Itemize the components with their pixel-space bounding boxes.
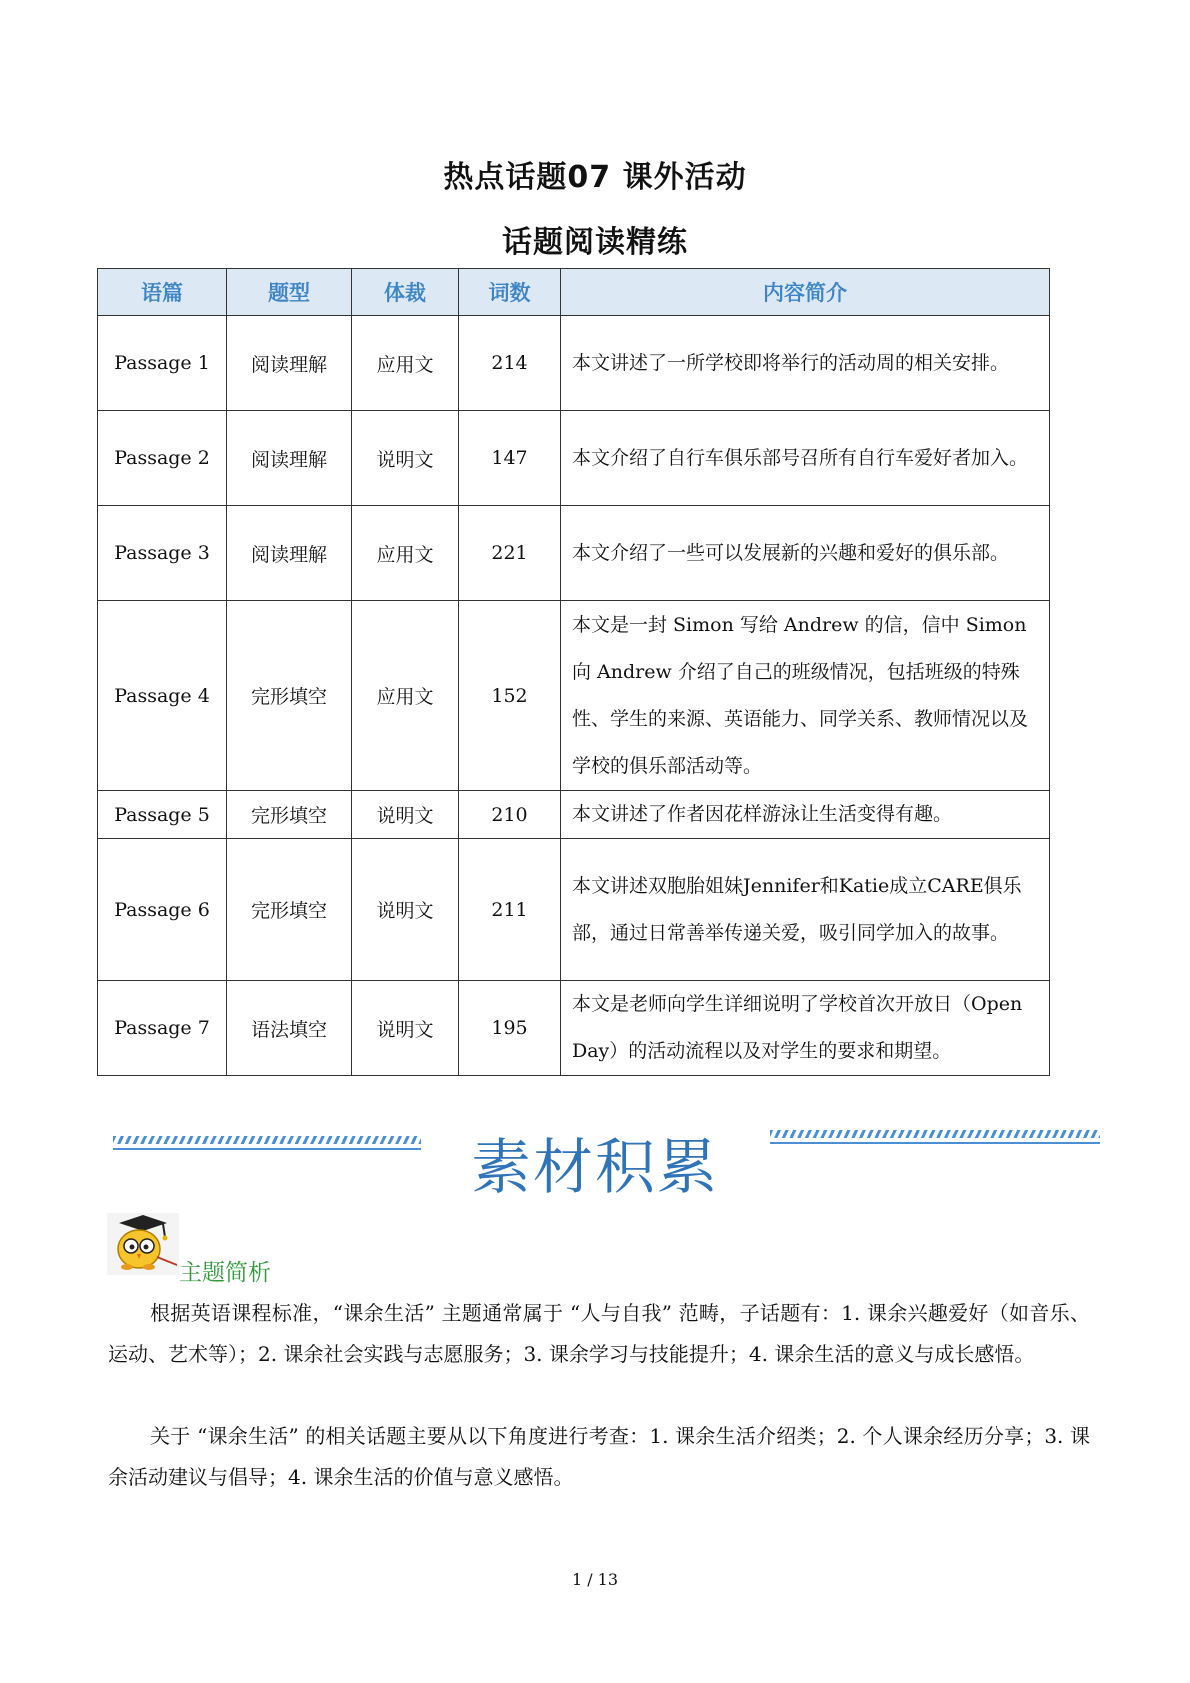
- table-row: [98, 411, 1050, 506]
- passage-summary-table: [97, 268, 1050, 1076]
- column-header: 内容简介: [561, 269, 1050, 316]
- column-header: 题型: [227, 269, 352, 316]
- section-banner: [0, 1120, 1190, 1203]
- column-header: 词数: [459, 269, 561, 316]
- banner-stripe-right: [770, 1130, 1100, 1138]
- table-row: [98, 601, 1050, 791]
- genre-cell: 应用文: [352, 601, 459, 791]
- page-number: 1 / 13: [571, 1570, 619, 1589]
- word-count-cell: 221: [459, 506, 561, 601]
- passage-cell: Passage 2: [98, 411, 227, 506]
- body-paragraph: 根据英语课程标准，“课余生活” 主题通常属于 “人与自我” 范畴，子话题有：1. 课余兴趣爱好（如音乐、运动、艺术等）；2. 课余社会实践与志愿服务；3. 课余学习与技能提升；4. 课余生活的意义与成长感悟。: [108, 1301, 1090, 1366]
- column-header: 语篇: [98, 269, 227, 316]
- genre-cell: 说明文: [352, 981, 459, 1076]
- passage-cell: Passage 6: [98, 839, 227, 981]
- question-type-cell: 完形填空: [227, 791, 352, 839]
- question-type-cell: 阅读理解: [227, 411, 352, 506]
- page-title: 热点话题07 课外活动: [443, 160, 747, 195]
- passage-cell: Passage 1: [98, 316, 227, 411]
- question-type-cell: 语法填空: [227, 981, 352, 1076]
- summary-cell: 本文讲述双胞胎姐妹Jennifer和Katie成立CARE俱乐部，通过日常善举传递关爱，吸引同学加入的故事。: [561, 839, 1050, 981]
- summary-cell: 本文是老师向学生详细说明了学校首次开放日（Open Day）的活动流程以及对学生的要求和期望。: [561, 981, 1050, 1076]
- question-type-cell: 阅读理解: [227, 316, 352, 411]
- owl-graduate-icon: [107, 1213, 179, 1275]
- summary-cell: 本文介绍了自行车俱乐部号召所有自行车爱好者加入。: [561, 411, 1050, 506]
- genre-cell: 说明文: [352, 791, 459, 839]
- question-type-cell: 阅读理解: [227, 506, 352, 601]
- summary-cell: 本文介绍了一些可以发展新的兴趣和爱好的俱乐部。: [561, 506, 1050, 601]
- word-count-cell: 195: [459, 981, 561, 1076]
- word-count-cell: 152: [459, 601, 561, 791]
- word-count-cell: 211: [459, 839, 561, 981]
- genre-cell: 应用文: [352, 506, 459, 601]
- passage-cell: Passage 3: [98, 506, 227, 601]
- banner-title: 素材积累: [471, 1133, 719, 1203]
- section-title: 主题简析: [179, 1260, 271, 1286]
- genre-cell: 应用文: [352, 316, 459, 411]
- body-paragraph: 关于 “课余生活” 的相关话题主要从以下角度进行考查：1. 课余生活介绍类；2. 个人课余经历分享；3. 课余活动建议与倡导；4. 课余生活的价值与意义感悟。: [108, 1424, 1090, 1489]
- column-header: 体裁: [352, 269, 459, 316]
- table-row: [98, 791, 1050, 839]
- word-count-cell: 210: [459, 791, 561, 839]
- word-count-cell: 147: [459, 411, 561, 506]
- passage-cell: Passage 7: [98, 981, 227, 1076]
- passage-cell: Passage 5: [98, 791, 227, 839]
- table-row: [98, 506, 1050, 601]
- passage-cell: Passage 4: [98, 601, 227, 791]
- summary-cell: 本文讲述了一所学校即将举行的活动周的相关安排。: [561, 316, 1050, 411]
- table-row: [98, 839, 1050, 981]
- table-row: [98, 981, 1050, 1076]
- summary-cell: 本文讲述了作者因花样游泳让生活变得有趣。: [561, 791, 1050, 839]
- summary-cell: 本文是一封 Simon 写给 Andrew 的信，信中 Simon 向 Andrew 介绍了自己的班级情况，包括班级的特殊性、学生的来源、英语能力、同学关系、教师情况以及学校的俱乐部活动等。: [561, 601, 1050, 791]
- table-header-row: [98, 269, 1050, 316]
- word-count-cell: 214: [459, 316, 561, 411]
- genre-cell: 说明文: [352, 839, 459, 981]
- question-type-cell: 完形填空: [227, 839, 352, 981]
- question-type-cell: 完形填空: [227, 601, 352, 791]
- genre-cell: 说明文: [352, 411, 459, 506]
- banner-rule-right: [770, 1142, 1100, 1144]
- page-subtitle: 话题阅读精练: [502, 225, 688, 260]
- table-row: [98, 316, 1050, 411]
